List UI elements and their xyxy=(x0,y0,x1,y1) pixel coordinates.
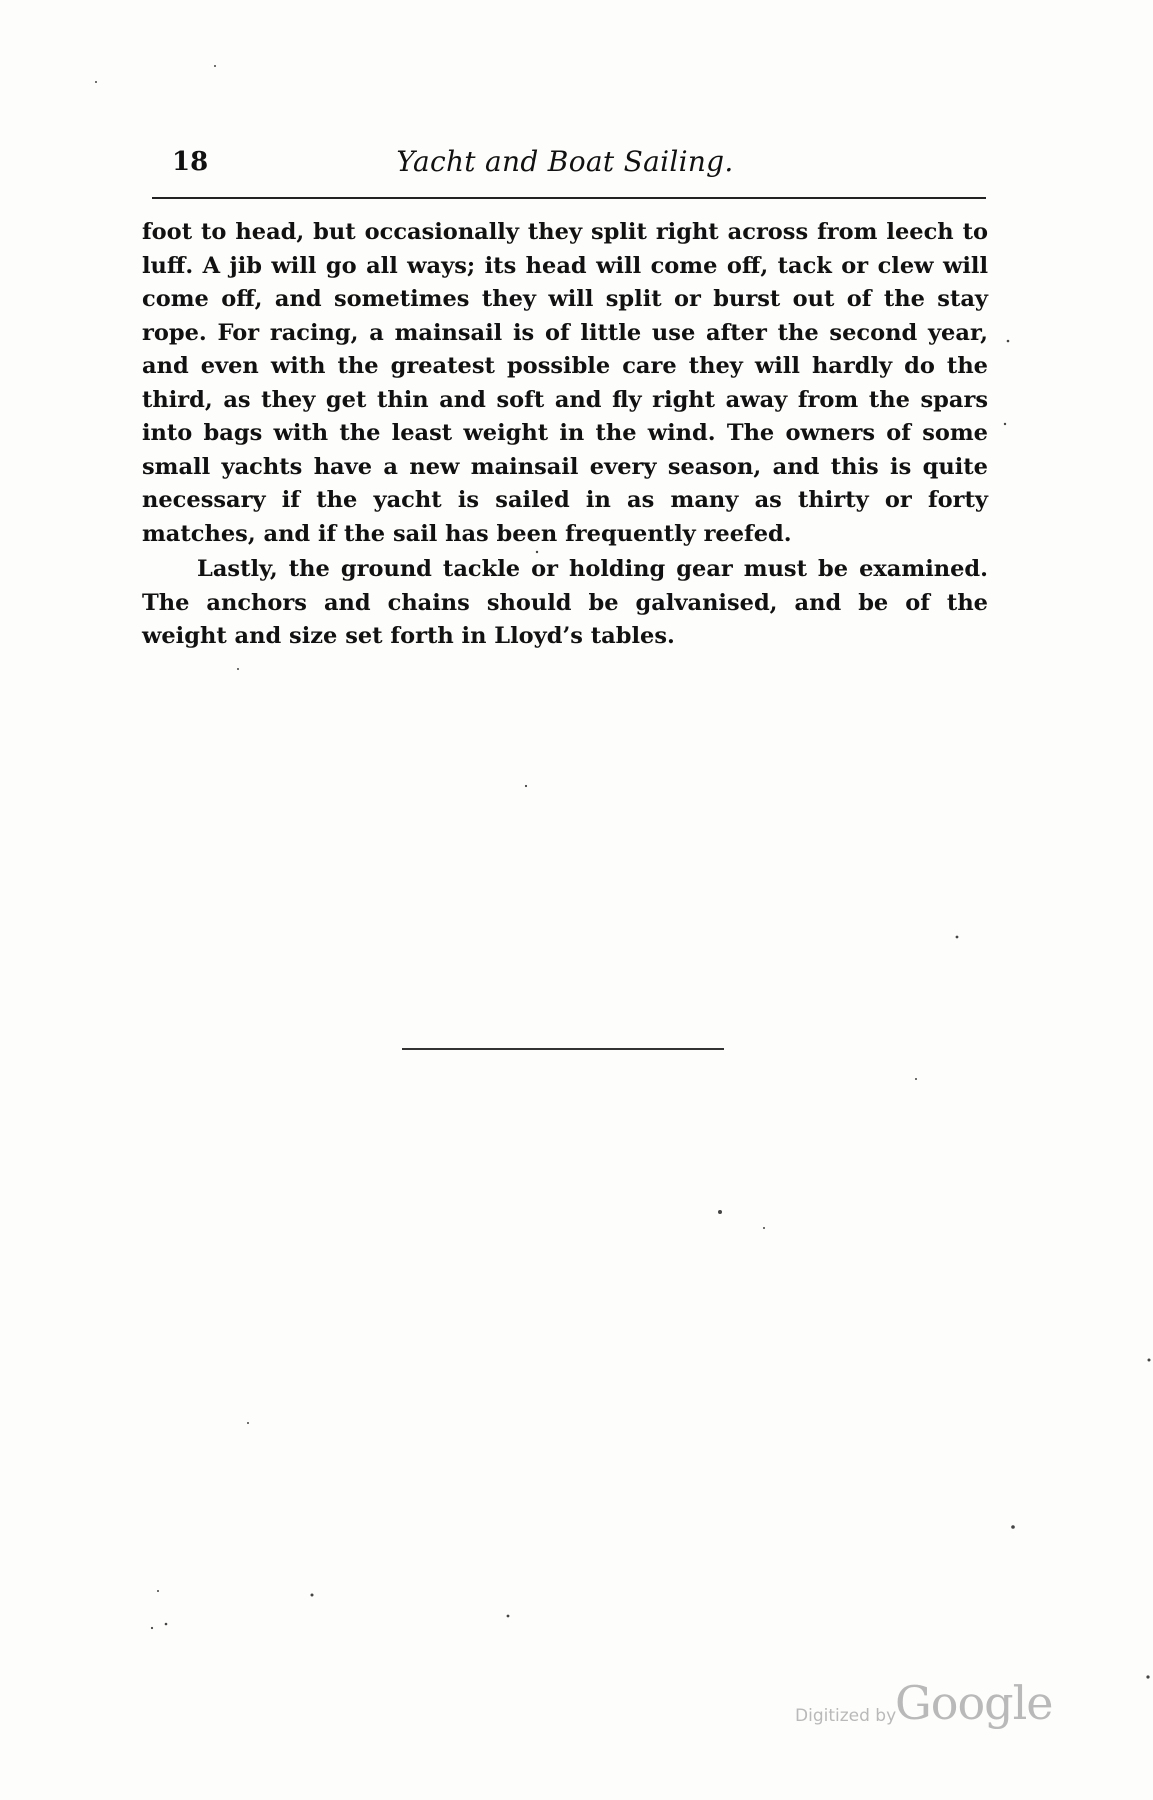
digitized-watermark xyxy=(795,1676,1053,1736)
google-logo: Google xyxy=(895,1676,1053,1730)
speck xyxy=(1148,1359,1151,1362)
speck xyxy=(1011,1525,1015,1529)
speck xyxy=(1146,1675,1149,1678)
speck xyxy=(165,1623,168,1626)
speck xyxy=(1004,423,1006,425)
paragraph-ground-tackle: Lastly, the ground tackle or holding gear must be examined. The anchors and chains should be galvanised, and be of the weight and size set forth in Lloyd’s tables. xyxy=(142,556,988,649)
speck xyxy=(237,668,239,670)
speck xyxy=(525,785,527,787)
speck xyxy=(157,1590,159,1592)
speck xyxy=(536,551,538,553)
watermark-prefix: Digitized by xyxy=(795,1706,897,1726)
speck xyxy=(915,1078,917,1080)
paragraph-continued: foot to head, but occasionally they split right across from leech to luff. A jib will go all ways; its head will come off, tack or clew will come off, and sometimes they will split or burst out of the stay rope. For racing, a mainsail is of little use after the second year, and even with the greatest possible care they will hardly do the third, as they get thin and soft and fly right away from the spars into bags with the least weight in the wind. The owners of some small yachts have a new mainsail every season, and this is quite necessary if the yacht is sailed in as many as thirty or forty matches, and if the sail has been frequently reefed. xyxy=(142,219,988,547)
page-number: 18 xyxy=(172,147,209,177)
speck xyxy=(507,1615,510,1618)
speck xyxy=(763,1227,765,1229)
speck xyxy=(311,1594,314,1597)
speck xyxy=(95,81,97,83)
speck xyxy=(214,65,216,67)
speck xyxy=(151,1627,153,1629)
speck xyxy=(956,936,959,939)
speck xyxy=(1007,340,1010,343)
speck xyxy=(247,1422,249,1424)
running-title: Yacht and Boat Sailing. xyxy=(396,145,734,178)
speck xyxy=(718,1210,722,1214)
